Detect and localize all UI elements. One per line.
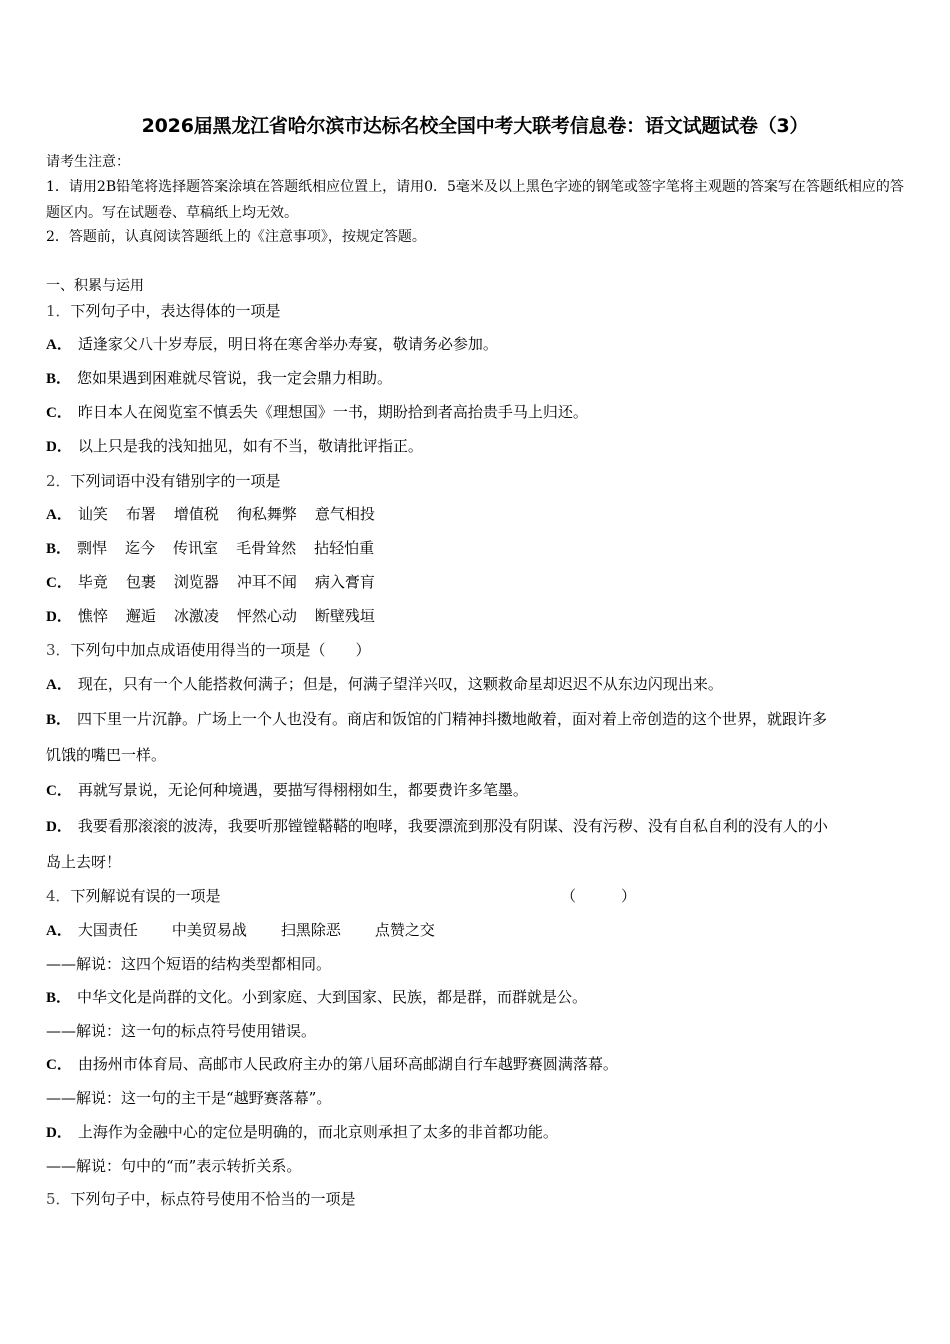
q4-option-c-note: ——解说：这一句的主干是“越野赛落幕”。 xyxy=(46,1089,332,1107)
word: 憔悴 xyxy=(77,607,108,625)
notice-item-1: 1．请用2B铅笔将选择题答案涂填在答题纸相应位置上，请用0．5毫米及以上黑色字迹的钢笔或签字笔将主观题的答案写在答题纸相应的答题区内。写在试题卷、草稿纸上均无效。 xyxy=(46,179,904,221)
word: 毛骨耸然 xyxy=(236,539,297,557)
answer-parentheses: （ ） xyxy=(561,887,637,905)
notice-item-2: 2．答题前，认真阅读答题纸上的《注意事项》，按规定答题。 xyxy=(46,229,426,245)
word: 增值税 xyxy=(173,505,219,523)
option-label: B． xyxy=(46,990,72,1006)
option-label: C． xyxy=(46,575,72,591)
q4-option-b xyxy=(46,985,908,1010)
q1-option-c xyxy=(46,400,908,425)
option-text: 现在，只有一个人能搭救何满子；但是，何满子望洋兴叹，这颗救命星却迟迟不从东边闪现出来。 xyxy=(77,675,723,693)
q3-option-d-continued: 岛上去呀！ xyxy=(46,853,122,871)
word: 迄今 xyxy=(125,539,156,557)
word: 拈轻怕重 xyxy=(314,539,375,557)
option-label: D． xyxy=(46,439,72,455)
q4-option-c xyxy=(46,1052,908,1077)
q2-option-c xyxy=(46,570,908,595)
option-label: A． xyxy=(46,923,72,939)
q2-option-a xyxy=(46,502,908,527)
option-label: A． xyxy=(46,677,72,693)
notice-heading: 请考生注意： xyxy=(46,154,130,170)
option-label: D． xyxy=(46,819,72,835)
word: 冰激凌 xyxy=(173,607,219,625)
option-label: B． xyxy=(46,371,72,387)
word: 病入膏肓 xyxy=(314,573,375,591)
option-text: 由扬州市体育局、高邮市人民政府主办的第八届环高邮湖自行车越野赛圆满落幕。 xyxy=(77,1055,618,1073)
q1-option-a xyxy=(46,332,908,357)
q4-option-a-note: ——解说：这四个短语的结构类型都相同。 xyxy=(46,955,332,973)
option-label: B． xyxy=(46,541,72,557)
option-label: A． xyxy=(46,507,72,523)
option-label: D． xyxy=(46,609,72,625)
option-text: 中华文化是尚群的文化。小到家庭、大到国家、民族，都是群，而群就是公。 xyxy=(77,988,588,1006)
word: 毕竟 xyxy=(77,573,108,591)
question-stem: 下列解说有误的一项是 xyxy=(70,887,221,905)
option-text: 上海作为金融中心的定位是明确的，而北京则承担了太多的非首都功能。 xyxy=(77,1123,558,1141)
phrase: 扫黑除恶 xyxy=(280,921,341,939)
q2-option-d xyxy=(46,604,908,629)
option-label: C． xyxy=(46,405,72,421)
q2-option-b xyxy=(46,536,908,561)
word: 讪笑 xyxy=(77,505,108,523)
q4-option-a xyxy=(46,918,908,943)
word: 包裹 xyxy=(125,573,156,591)
option-text: 您如果遇到困难就尽管说，我一定会鼎力相助。 xyxy=(77,369,393,387)
phrase: 中美贸易战 xyxy=(171,921,247,939)
q3-option-d xyxy=(46,814,908,839)
option-text: 以上只是我的浅知拙见，如有不当，敬请批评指正。 xyxy=(77,437,423,455)
section-heading: 一、积累与运用 xyxy=(46,278,144,294)
word: 邂逅 xyxy=(125,607,156,625)
word: 冲耳不闻 xyxy=(236,573,297,591)
q3-option-b-continued: 饥饿的嘴巴一样。 xyxy=(46,746,167,764)
q4-option-d xyxy=(46,1120,908,1145)
option-label: A． xyxy=(46,337,72,353)
question-number: 3． xyxy=(46,641,71,659)
option-label: B． xyxy=(46,712,72,728)
question-stem: 下列句子中，标点符号使用不恰当的一项是 xyxy=(70,1190,356,1208)
question-stem: 下列词语中没有错别字的一项是 xyxy=(70,472,281,490)
q3-option-a xyxy=(46,672,908,697)
q1-option-d xyxy=(46,434,908,459)
word: 怦然心动 xyxy=(236,607,297,625)
option-text: 四下里一片沉静。广场上一个人也没有。商店和饭馆的门精神抖擞地敞着，面对着上帝创造的这个世界，就跟许多 xyxy=(77,710,828,728)
q3-option-b xyxy=(46,707,908,732)
q4-option-d-note: ——解说：句中的“而”表示转折关系。 xyxy=(46,1157,302,1175)
question-4 xyxy=(46,884,908,908)
question-stem: 下列句子中，表达得体的一项是 xyxy=(70,302,281,320)
q1-option-b xyxy=(46,366,908,391)
word: 剽悍 xyxy=(77,539,108,557)
option-text: 昨日本人在阅览室不慎丢失《理想国》一书，期盼拾到者高抬贵手马上归还。 xyxy=(77,403,588,421)
q3-option-c xyxy=(46,778,908,803)
option-text: 再就写景说，无论何种境遇，要描写得栩栩如生，都要费许多笔墨。 xyxy=(77,781,528,799)
option-label: C． xyxy=(46,1057,72,1073)
word: 断壁残垣 xyxy=(314,607,375,625)
word: 徇私舞弊 xyxy=(236,505,297,523)
question-number: 5． xyxy=(46,1190,71,1208)
option-text: 适逢家父八十岁寿辰，明日将在寒舍举办寿宴，敬请务必参加。 xyxy=(77,335,498,353)
question-stem: 下列句中加点成语使用得当的一项是（ ） xyxy=(70,641,371,659)
option-label: C． xyxy=(46,783,72,799)
word: 传讯室 xyxy=(173,539,219,557)
question-number: 4． xyxy=(46,887,71,905)
question-number: 2． xyxy=(46,472,71,490)
q4-option-b-note: ——解说：这一句的标点符号使用错误。 xyxy=(46,1022,317,1040)
question-1 xyxy=(46,299,908,323)
question-5 xyxy=(46,1187,908,1211)
option-label: D． xyxy=(46,1125,72,1141)
question-2 xyxy=(46,469,908,493)
word: 布署 xyxy=(125,505,156,523)
question-3 xyxy=(46,638,908,662)
question-number: 1． xyxy=(46,302,71,320)
option-text: 我要看那滚滚的波涛，我要听那镗镗鞳鞳的咆哮，我要漂流到那没有阴谋、没有污秽、没有自私自利的没有人的小 xyxy=(77,817,828,835)
phrase: 点赞之交 xyxy=(374,921,435,939)
phrase: 大国责任 xyxy=(77,921,138,939)
page-title: 2026届黑龙江省哈尔滨市达标名校全国中考大联考信息卷：语文试题试卷（3） xyxy=(141,115,809,137)
word: 浏览器 xyxy=(173,573,219,591)
word: 意气相投 xyxy=(314,505,375,523)
